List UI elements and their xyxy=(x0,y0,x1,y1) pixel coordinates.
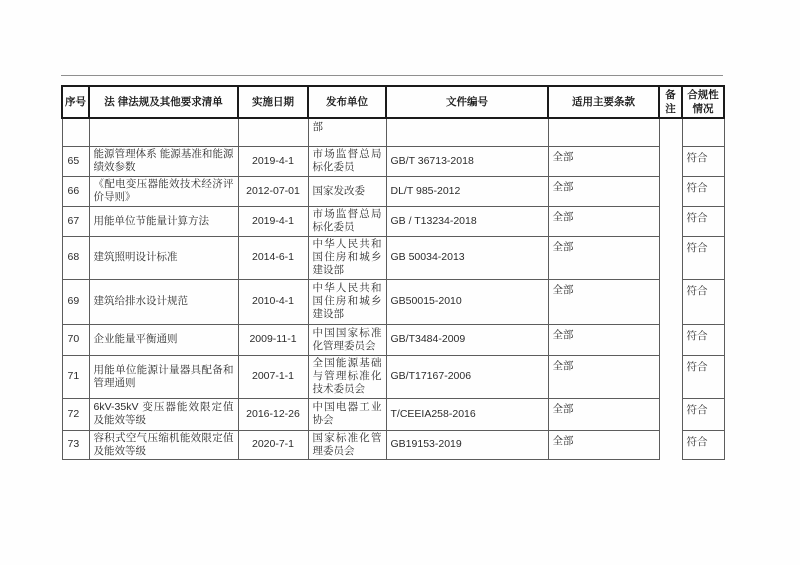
cell-compliance: 符合 xyxy=(682,398,724,430)
cell-no: 69 xyxy=(62,279,89,324)
header-doc: 文件编号 xyxy=(386,86,548,118)
cell-no: 68 xyxy=(62,236,89,279)
table-row xyxy=(62,236,724,279)
cell-compliance: 符合 xyxy=(682,324,724,355)
cell-name: 《配电变压器能效技术经济评价导则》 xyxy=(89,176,238,206)
table-row xyxy=(62,355,724,398)
cell-doc: T/CEEIA258-2016 xyxy=(386,398,548,430)
cell-unit: 国家标准化管理委员会 xyxy=(308,430,386,459)
cell-no: 72 xyxy=(62,398,89,430)
cell-doc: DL/T 985-2012 xyxy=(386,176,548,206)
cell-clause: 全部 xyxy=(548,324,659,355)
cell-no xyxy=(62,118,89,146)
cell-remark xyxy=(659,236,682,279)
cell-name: 企业能量平衡通则 xyxy=(89,324,238,355)
cell-unit: 中华人民共和国住房和城乡建设部 xyxy=(308,236,386,279)
header-clause: 适用主要条款 xyxy=(548,86,659,118)
cell-compliance: 符合 xyxy=(682,176,724,206)
table-header-row xyxy=(62,86,724,118)
cell-doc: GB/T17167-2006 xyxy=(386,355,548,398)
cell-compliance xyxy=(682,118,724,146)
cell-name xyxy=(89,118,238,146)
cell-clause: 全部 xyxy=(548,355,659,398)
cell-doc: GB 50034-2013 xyxy=(386,236,548,279)
cell-remark xyxy=(659,324,682,355)
cell-clause: 全部 xyxy=(548,146,659,176)
header-date: 实施日期 xyxy=(238,86,308,118)
cell-date: 2014-6-1 xyxy=(238,236,308,279)
cell-remark xyxy=(659,279,682,324)
cell-remark xyxy=(659,146,682,176)
table-row xyxy=(62,324,724,355)
cell-clause: 全部 xyxy=(548,279,659,324)
cell-remark xyxy=(659,355,682,398)
cell-date: 2012-07-01 xyxy=(238,176,308,206)
cell-date: 2009-11-1 xyxy=(238,324,308,355)
cell-unit: 国家发改委 xyxy=(308,176,386,206)
cell-no: 73 xyxy=(62,430,89,459)
cell-doc: GB/T3484-2009 xyxy=(386,324,548,355)
cell-unit: 中国国家标准化管理委员会 xyxy=(308,324,386,355)
cell-doc: GB19153-2019 xyxy=(386,430,548,459)
table-row xyxy=(62,430,724,459)
header-name: 法 律法规及其他要求清单 xyxy=(89,86,238,118)
cell-name: 建筑给排水设计规范 xyxy=(89,279,238,324)
cell-name: 6kV-35kV 变压器能效限定值及能效等级 xyxy=(89,398,238,430)
table-row xyxy=(62,398,724,430)
cell-name: 建筑照明设计标准 xyxy=(89,236,238,279)
cell-clause: 全部 xyxy=(548,206,659,236)
cell-doc: GB/T 36713-2018 xyxy=(386,146,548,176)
cell-doc xyxy=(386,118,548,146)
cell-clause: 全部 xyxy=(548,398,659,430)
cell-compliance: 符合 xyxy=(682,430,724,459)
cell-no: 66 xyxy=(62,176,89,206)
cell-date: 2020-7-1 xyxy=(238,430,308,459)
table-row xyxy=(62,206,724,236)
cell-date: 2010-4-1 xyxy=(238,279,308,324)
cell-compliance: 符合 xyxy=(682,355,724,398)
header-unit: 发布单位 xyxy=(308,86,386,118)
cell-remark xyxy=(659,118,682,146)
cell-compliance: 符合 xyxy=(682,236,724,279)
cell-clause: 全部 xyxy=(548,176,659,206)
cell-doc: GB50015-2010 xyxy=(386,279,548,324)
cell-remark xyxy=(659,176,682,206)
cell-compliance: 符合 xyxy=(682,206,724,236)
cell-clause xyxy=(548,118,659,146)
cell-name: 用能单位节能量计算方法 xyxy=(89,206,238,236)
table-row xyxy=(62,146,724,176)
cell-no: 70 xyxy=(62,324,89,355)
cell-clause: 全部 xyxy=(548,430,659,459)
cell-date: 2016-12-26 xyxy=(238,398,308,430)
table-row xyxy=(62,279,724,324)
cell-date xyxy=(238,118,308,146)
cell-unit: 中华人民共和国住房和城乡建设部 xyxy=(308,279,386,324)
table-row xyxy=(62,176,724,206)
cell-remark xyxy=(659,398,682,430)
cell-name: 能源管理体系 能源基准和能源绩效参数 xyxy=(89,146,238,176)
page-top-rule xyxy=(61,75,723,76)
cell-unit: 全国能源基础与管理标准化技术委员会 xyxy=(308,355,386,398)
cell-name: 用能单位能源计量器具配备和管理通则 xyxy=(89,355,238,398)
cell-compliance: 符合 xyxy=(682,146,724,176)
cell-clause: 全部 xyxy=(548,236,659,279)
cell-unit: 市场监督总局标化委员 xyxy=(308,206,386,236)
cell-remark xyxy=(659,206,682,236)
cell-no: 65 xyxy=(62,146,89,176)
cell-name: 容积式空气压缩机能效限定值及能效等级 xyxy=(89,430,238,459)
header-compliance: 合规性情况 xyxy=(682,86,724,118)
table-row xyxy=(62,118,724,146)
cell-date: 2019-4-1 xyxy=(238,206,308,236)
regulations-compliance-table xyxy=(61,85,725,460)
cell-doc: GB / T13234-2018 xyxy=(386,206,548,236)
cell-compliance: 符合 xyxy=(682,279,724,324)
header-no: 序号 xyxy=(62,86,89,118)
cell-date: 2007-1-1 xyxy=(238,355,308,398)
cell-unit: 中国电器工业协会 xyxy=(308,398,386,430)
cell-date: 2019-4-1 xyxy=(238,146,308,176)
cell-unit: 市场监督总局标化委员 xyxy=(308,146,386,176)
cell-no: 71 xyxy=(62,355,89,398)
cell-no: 67 xyxy=(62,206,89,236)
cell-remark xyxy=(659,430,682,459)
cell-unit: 部 xyxy=(308,118,386,146)
header-remark: 备注 xyxy=(659,86,682,118)
